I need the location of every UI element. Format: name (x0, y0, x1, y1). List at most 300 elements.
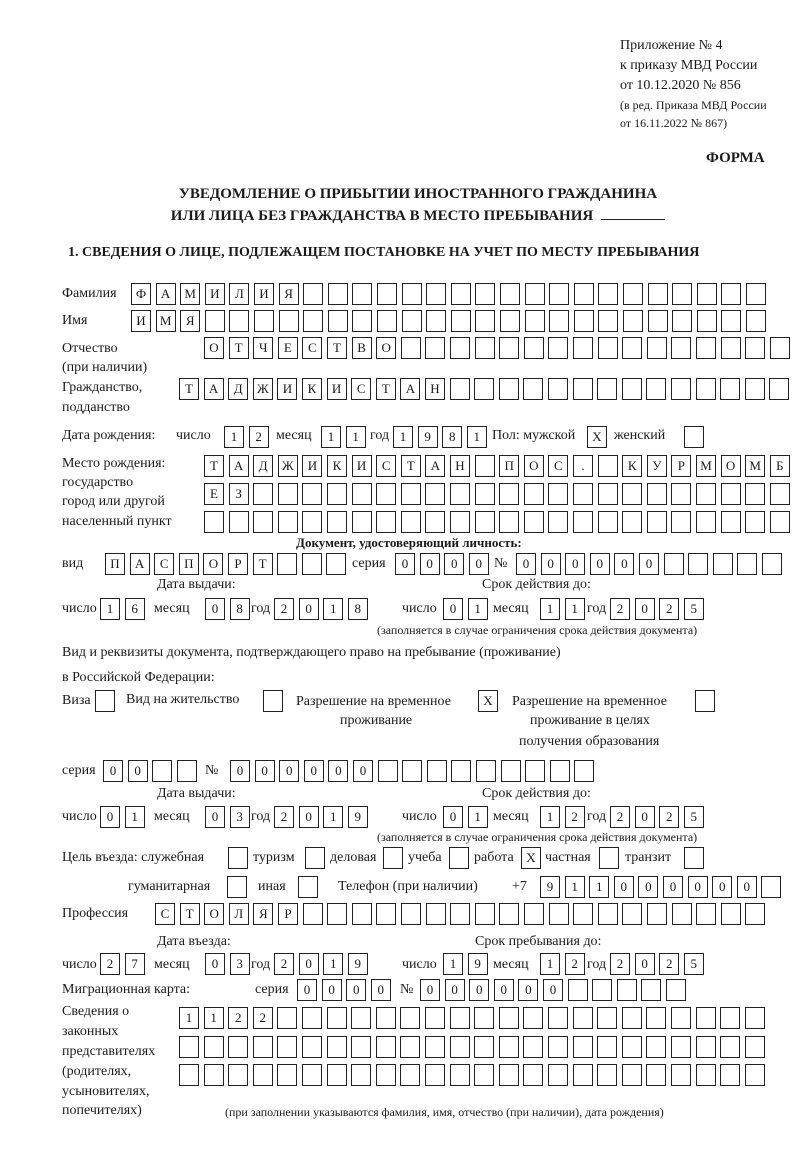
entry-year-cell[interactable]: 2 (274, 953, 294, 975)
birthplace-cell[interactable]: М (696, 455, 716, 477)
entry-year-cell[interactable]: 0 (299, 953, 319, 975)
stay-valid-year-cell[interactable]: 2 (610, 806, 630, 828)
id-valid-year-cell[interactable]: 0 (635, 598, 655, 620)
birthplace-cell[interactable] (327, 511, 347, 533)
phone-cell[interactable]: 0 (638, 876, 658, 898)
phone-cell[interactable]: 0 (737, 876, 757, 898)
representatives-cell[interactable] (327, 1036, 347, 1058)
stay-issue-day-cell[interactable]: 0 (100, 806, 120, 828)
representatives-cell[interactable] (450, 1007, 470, 1029)
stay-doc-number-cell[interactable] (574, 760, 594, 782)
surname-cell[interactable] (352, 283, 372, 305)
id-doc-number-cell[interactable]: 0 (516, 553, 536, 575)
citizenship-cell[interactable] (597, 378, 617, 400)
birthplace-cell[interactable] (745, 511, 765, 533)
profession-cell[interactable] (721, 903, 741, 925)
name-cell[interactable] (549, 310, 569, 332)
representatives-cell[interactable] (351, 1007, 371, 1029)
birthplace-cell[interactable] (647, 511, 667, 533)
birthplace-cell[interactable]: З (229, 483, 249, 505)
name-cell[interactable] (746, 310, 766, 332)
profession-cell[interactable]: Р (278, 903, 298, 925)
id-doc-type-cell[interactable]: А (130, 553, 150, 575)
surname-cell[interactable] (377, 283, 397, 305)
representatives-cell[interactable] (622, 1036, 642, 1058)
patronymic-cell[interactable] (401, 337, 421, 359)
birth-year-cell[interactable]: 9 (418, 426, 438, 448)
birthplace-cell[interactable]: Ж (278, 455, 298, 477)
representatives-cell[interactable] (573, 1036, 593, 1058)
birthplace-cell[interactable]: П (499, 455, 519, 477)
stay-doc-number-cell[interactable]: 0 (353, 760, 373, 782)
stay-doc-number-cell[interactable] (501, 760, 521, 782)
birthplace-cell[interactable] (302, 511, 322, 533)
birth-year-cell[interactable]: 8 (442, 426, 462, 448)
stay-doc-number-cell[interactable] (476, 760, 496, 782)
patronymic-cell[interactable] (548, 337, 568, 359)
birthplace-cell[interactable] (721, 511, 741, 533)
birthplace-cell[interactable]: Б (770, 455, 790, 477)
birthplace-cell[interactable] (450, 483, 470, 505)
birthplace-cell[interactable] (253, 483, 273, 505)
birthplace-cell[interactable]: Д (253, 455, 273, 477)
name-cell[interactable] (697, 310, 717, 332)
entry-month-cell[interactable]: 3 (230, 953, 250, 975)
surname-cell[interactable]: И (205, 283, 225, 305)
representatives-cell[interactable] (179, 1036, 199, 1058)
representatives-cell[interactable] (622, 1064, 642, 1086)
stay-issue-month-cell[interactable]: 3 (230, 806, 250, 828)
migration-number-cell[interactable]: 0 (494, 979, 514, 1001)
birthplace-cell[interactable] (302, 483, 322, 505)
name-cell[interactable] (598, 310, 618, 332)
stay-valid-month-cell[interactable]: 1 (540, 806, 560, 828)
birthplace-cell[interactable] (425, 511, 445, 533)
migration-number-cell[interactable]: 0 (543, 979, 563, 1001)
migration-number-cell[interactable] (666, 979, 686, 1001)
stay-doc-number-cell[interactable] (525, 760, 545, 782)
name-cell[interactable]: Я (180, 310, 200, 332)
surname-cell[interactable] (328, 283, 348, 305)
patronymic-cell[interactable]: Т (327, 337, 347, 359)
representatives-cell[interactable] (745, 1036, 765, 1058)
name-cell[interactable] (328, 310, 348, 332)
birthplace-cell[interactable] (696, 483, 716, 505)
citizenship-cell[interactable]: Т (179, 378, 199, 400)
citizenship-cell[interactable] (646, 378, 666, 400)
birthplace-cell[interactable] (229, 511, 249, 533)
name-cell[interactable] (205, 310, 225, 332)
stay-valid-day-cell[interactable]: 0 (443, 806, 463, 828)
representatives-cell[interactable] (302, 1064, 322, 1086)
id-doc-series-cell[interactable]: 0 (444, 553, 464, 575)
profession-cell[interactable] (647, 903, 667, 925)
birthplace-cell[interactable]: И (352, 455, 372, 477)
birthplace-cell[interactable] (450, 511, 470, 533)
representatives-cell[interactable] (450, 1036, 470, 1058)
citizenship-cell[interactable] (720, 378, 740, 400)
surname-cell[interactable] (746, 283, 766, 305)
name-cell[interactable]: И (131, 310, 151, 332)
representatives-cell[interactable] (302, 1007, 322, 1029)
id-doc-type-cell[interactable]: Р (228, 553, 248, 575)
citizenship-cell[interactable]: Н (425, 378, 445, 400)
stay-doc-number-cell[interactable] (550, 760, 570, 782)
surname-cell[interactable]: А (156, 283, 176, 305)
entry-day-cell[interactable]: 7 (125, 953, 145, 975)
representatives-cell[interactable] (474, 1007, 494, 1029)
birth-year-cell[interactable]: 1 (393, 426, 413, 448)
purpose-business-checkbox[interactable] (383, 847, 403, 869)
representatives-cell[interactable] (351, 1036, 371, 1058)
birthplace-cell[interactable]: М (745, 455, 765, 477)
migration-series-cell[interactable]: 0 (371, 979, 391, 1001)
birthplace-cell[interactable]: . (573, 455, 593, 477)
representatives-cell[interactable] (597, 1007, 617, 1029)
representatives-cell[interactable] (376, 1036, 396, 1058)
citizenship-cell[interactable] (573, 378, 593, 400)
representatives-cell[interactable] (376, 1064, 396, 1086)
id-issue-year-cell[interactable]: 1 (323, 598, 343, 620)
profession-cell[interactable] (426, 903, 446, 925)
representatives-cell[interactable] (696, 1064, 716, 1086)
birth-month-cell[interactable]: 1 (346, 426, 366, 448)
id-doc-type-cell[interactable]: С (154, 553, 174, 575)
representatives-cell[interactable] (745, 1064, 765, 1086)
surname-cell[interactable] (549, 283, 569, 305)
surname-cell[interactable] (598, 283, 618, 305)
birthplace-cell[interactable]: С (376, 455, 396, 477)
until-year-cell[interactable]: 2 (610, 953, 630, 975)
stay-doc-number-cell[interactable] (427, 760, 447, 782)
surname-cell[interactable] (426, 283, 446, 305)
birth-year-cell[interactable]: 1 (467, 426, 487, 448)
birthplace-cell[interactable]: У (647, 455, 667, 477)
stay-issue-month-cell[interactable]: 0 (205, 806, 225, 828)
birthplace-cell[interactable] (499, 483, 519, 505)
name-cell[interactable] (500, 310, 520, 332)
patronymic-cell[interactable] (696, 337, 716, 359)
patronymic-cell[interactable]: Ч (253, 337, 273, 359)
migration-number-cell[interactable]: 0 (420, 979, 440, 1001)
stay-doc-series-cell[interactable]: 0 (103, 760, 123, 782)
representatives-cell[interactable] (277, 1064, 297, 1086)
id-issue-year-cell[interactable]: 2 (274, 598, 294, 620)
birthplace-cell[interactable] (671, 511, 691, 533)
representatives-cell[interactable] (327, 1064, 347, 1086)
name-cell[interactable] (648, 310, 668, 332)
migration-number-cell[interactable]: 0 (469, 979, 489, 1001)
patronymic-cell[interactable] (721, 337, 741, 359)
phone-cell[interactable]: 9 (540, 876, 560, 898)
id-valid-year-cell[interactable]: 2 (659, 598, 679, 620)
id-doc-number-cell[interactable] (664, 553, 684, 575)
birthplace-cell[interactable] (573, 483, 593, 505)
representatives-cell[interactable] (671, 1064, 691, 1086)
patronymic-cell[interactable]: О (376, 337, 396, 359)
patronymic-cell[interactable]: В (352, 337, 372, 359)
id-issue-month-cell[interactable]: 8 (230, 598, 250, 620)
birthplace-cell[interactable]: Н (450, 455, 470, 477)
citizenship-cell[interactable] (622, 378, 642, 400)
representatives-cell[interactable] (400, 1007, 420, 1029)
representatives-cell[interactable] (573, 1007, 593, 1029)
stay-issue-year-cell[interactable]: 9 (348, 806, 368, 828)
name-cell[interactable] (623, 310, 643, 332)
birthplace-cell[interactable]: А (425, 455, 445, 477)
representatives-cell[interactable] (499, 1064, 519, 1086)
phone-cell[interactable]: 0 (712, 876, 732, 898)
name-cell[interactable] (525, 310, 545, 332)
birthplace-cell[interactable] (499, 511, 519, 533)
representatives-cell[interactable] (425, 1036, 445, 1058)
id-doc-type-cell[interactable]: П (105, 553, 125, 575)
citizenship-cell[interactable] (745, 378, 765, 400)
name-cell[interactable] (229, 310, 249, 332)
id-valid-year-cell[interactable]: 5 (684, 598, 704, 620)
citizenship-cell[interactable] (696, 378, 716, 400)
birth-day-cell[interactable]: 1 (224, 426, 244, 448)
citizenship-cell[interactable]: И (277, 378, 297, 400)
birthplace-cell[interactable] (745, 483, 765, 505)
profession-cell[interactable] (352, 903, 372, 925)
stay-doc-series-cell[interactable]: 0 (128, 760, 148, 782)
stay-doc-number-cell[interactable]: 0 (279, 760, 299, 782)
id-doc-number-cell[interactable] (762, 553, 782, 575)
birthplace-cell[interactable] (327, 483, 347, 505)
representatives-cell[interactable] (720, 1007, 740, 1029)
stay-doc-series-cell[interactable] (152, 760, 172, 782)
stay-valid-month-cell[interactable]: 2 (565, 806, 585, 828)
citizenship-cell[interactable]: А (204, 378, 224, 400)
representatives-cell[interactable] (548, 1064, 568, 1086)
representatives-cell[interactable] (499, 1036, 519, 1058)
surname-cell[interactable] (721, 283, 741, 305)
birthplace-cell[interactable] (721, 483, 741, 505)
surname-cell[interactable] (697, 283, 717, 305)
id-issue-year-cell[interactable]: 8 (348, 598, 368, 620)
birthplace-cell[interactable] (253, 511, 273, 533)
name-cell[interactable] (451, 310, 471, 332)
representatives-cell[interactable] (499, 1007, 519, 1029)
birthplace-cell[interactable]: К (622, 455, 642, 477)
migration-number-cell[interactable]: 0 (518, 979, 538, 1001)
profession-cell[interactable] (499, 903, 519, 925)
representatives-cell[interactable] (474, 1064, 494, 1086)
representatives-cell[interactable] (253, 1064, 273, 1086)
representatives-cell[interactable] (351, 1064, 371, 1086)
sex-male-checkbox[interactable]: Х (587, 426, 607, 448)
migration-series-cell[interactable]: 0 (297, 979, 317, 1001)
representatives-cell[interactable]: 1 (204, 1007, 224, 1029)
patronymic-cell[interactable] (770, 337, 790, 359)
birthplace-cell[interactable] (376, 511, 396, 533)
until-month-cell[interactable]: 2 (565, 953, 585, 975)
name-cell[interactable] (254, 310, 274, 332)
representatives-cell[interactable] (548, 1007, 568, 1029)
phone-cell[interactable] (761, 876, 781, 898)
name-cell[interactable] (574, 310, 594, 332)
birthplace-cell[interactable] (573, 511, 593, 533)
representatives-cell[interactable] (179, 1064, 199, 1086)
surname-cell[interactable]: Я (279, 283, 299, 305)
birthplace-cell[interactable]: Е (204, 483, 224, 505)
representatives-cell[interactable] (646, 1036, 666, 1058)
residence-permit-checkbox[interactable] (263, 690, 283, 712)
citizenship-cell[interactable]: С (351, 378, 371, 400)
surname-cell[interactable] (500, 283, 520, 305)
representatives-cell[interactable] (573, 1064, 593, 1086)
id-doc-series-cell[interactable]: 0 (469, 553, 489, 575)
representatives-cell[interactable] (523, 1036, 543, 1058)
trp-checkbox[interactable]: Х (478, 690, 498, 712)
citizenship-cell[interactable]: Ж (253, 378, 273, 400)
birthplace-cell[interactable] (647, 483, 667, 505)
stay-issue-day-cell[interactable]: 1 (125, 806, 145, 828)
patronymic-cell[interactable]: О (204, 337, 224, 359)
id-issue-year-cell[interactable]: 0 (299, 598, 319, 620)
surname-cell[interactable] (475, 283, 495, 305)
representatives-cell[interactable] (597, 1036, 617, 1058)
id-doc-type-cell[interactable] (277, 553, 297, 575)
id-doc-number-cell[interactable]: 0 (639, 553, 659, 575)
id-doc-number-cell[interactable] (688, 553, 708, 575)
until-year-cell[interactable]: 0 (635, 953, 655, 975)
birthplace-cell[interactable] (401, 511, 421, 533)
birthplace-cell[interactable] (770, 483, 790, 505)
entry-month-cell[interactable]: 0 (205, 953, 225, 975)
phone-cell[interactable]: 0 (663, 876, 683, 898)
stay-doc-number-cell[interactable]: 0 (328, 760, 348, 782)
patronymic-cell[interactable] (671, 337, 691, 359)
patronymic-cell[interactable] (573, 337, 593, 359)
name-cell[interactable] (279, 310, 299, 332)
entry-year-cell[interactable]: 1 (323, 953, 343, 975)
birthplace-cell[interactable]: И (302, 455, 322, 477)
surname-cell[interactable]: Л (229, 283, 249, 305)
birthplace-cell[interactable]: С (548, 455, 568, 477)
profession-cell[interactable] (401, 903, 421, 925)
citizenship-cell[interactable]: А (400, 378, 420, 400)
profession-cell[interactable]: С (155, 903, 175, 925)
id-doc-number-cell[interactable]: 0 (614, 553, 634, 575)
birthplace-cell[interactable] (622, 483, 642, 505)
sex-female-checkbox[interactable] (684, 426, 704, 448)
id-doc-number-cell[interactable]: 0 (565, 553, 585, 575)
representatives-cell[interactable] (228, 1036, 248, 1058)
id-valid-month-cell[interactable]: 1 (540, 598, 560, 620)
representatives-cell[interactable] (450, 1064, 470, 1086)
representatives-cell[interactable]: 2 (228, 1007, 248, 1029)
profession-cell[interactable] (598, 903, 618, 925)
representatives-cell[interactable]: 2 (253, 1007, 273, 1029)
stay-valid-year-cell[interactable]: 5 (684, 806, 704, 828)
id-doc-number-cell[interactable]: 0 (590, 553, 610, 575)
migration-series-cell[interactable]: 0 (322, 979, 342, 1001)
patronymic-cell[interactable]: Т (229, 337, 249, 359)
birthplace-cell[interactable] (475, 511, 495, 533)
representatives-cell[interactable] (671, 1007, 691, 1029)
name-cell[interactable] (352, 310, 372, 332)
migration-number-cell[interactable]: 0 (445, 979, 465, 1001)
visa-checkbox[interactable] (95, 690, 115, 712)
surname-cell[interactable]: М (180, 283, 200, 305)
citizenship-cell[interactable] (671, 378, 691, 400)
stay-doc-number-cell[interactable]: 0 (304, 760, 324, 782)
migration-series-cell[interactable]: 0 (346, 979, 366, 1001)
citizenship-cell[interactable]: Д (228, 378, 248, 400)
birthplace-cell[interactable] (671, 483, 691, 505)
id-doc-number-cell[interactable]: 0 (541, 553, 561, 575)
stay-issue-year-cell[interactable]: 1 (323, 806, 343, 828)
patronymic-cell[interactable] (425, 337, 445, 359)
patronymic-cell[interactable] (450, 337, 470, 359)
stay-valid-day-cell[interactable]: 1 (468, 806, 488, 828)
profession-cell[interactable] (672, 903, 692, 925)
name-cell[interactable] (303, 310, 323, 332)
patronymic-cell[interactable]: Е (278, 337, 298, 359)
id-valid-month-cell[interactable]: 1 (565, 598, 585, 620)
purpose-other-checkbox[interactable] (298, 876, 318, 898)
surname-cell[interactable]: И (254, 283, 274, 305)
profession-cell[interactable] (450, 903, 470, 925)
purpose-official-checkbox[interactable] (228, 847, 248, 869)
patronymic-cell[interactable] (524, 337, 544, 359)
patronymic-cell[interactable] (598, 337, 618, 359)
id-valid-day-cell[interactable]: 0 (443, 598, 463, 620)
patronymic-cell[interactable] (647, 337, 667, 359)
citizenship-cell[interactable] (450, 378, 470, 400)
name-cell[interactable] (377, 310, 397, 332)
birthplace-cell[interactable] (770, 511, 790, 533)
surname-cell[interactable] (648, 283, 668, 305)
profession-cell[interactable] (475, 903, 495, 925)
representatives-cell[interactable] (277, 1007, 297, 1029)
representatives-cell[interactable] (696, 1036, 716, 1058)
profession-cell[interactable] (696, 903, 716, 925)
profession-cell[interactable]: Л (229, 903, 249, 925)
stay-doc-number-cell[interactable] (451, 760, 471, 782)
migration-number-cell[interactable] (592, 979, 612, 1001)
stay-doc-number-cell[interactable]: 0 (230, 760, 250, 782)
representatives-cell[interactable] (302, 1036, 322, 1058)
representatives-cell[interactable] (646, 1007, 666, 1029)
surname-cell[interactable] (402, 283, 422, 305)
representatives-cell[interactable] (425, 1064, 445, 1086)
surname-cell[interactable] (672, 283, 692, 305)
citizenship-cell[interactable]: К (302, 378, 322, 400)
blank-underline[interactable] (601, 207, 665, 220)
birthplace-cell[interactable] (524, 511, 544, 533)
stay-doc-series-cell[interactable] (177, 760, 197, 782)
birthplace-cell[interactable] (548, 511, 568, 533)
name-cell[interactable] (402, 310, 422, 332)
until-month-cell[interactable]: 1 (540, 953, 560, 975)
birthplace-cell[interactable]: К (327, 455, 347, 477)
birthplace-cell[interactable] (548, 483, 568, 505)
birthplace-cell[interactable] (598, 455, 618, 477)
stay-doc-number-cell[interactable] (378, 760, 398, 782)
birthplace-cell[interactable] (598, 511, 618, 533)
representatives-cell[interactable]: 1 (179, 1007, 199, 1029)
birthplace-cell[interactable]: А (229, 455, 249, 477)
surname-cell[interactable] (623, 283, 643, 305)
surname-cell[interactable] (451, 283, 471, 305)
birthplace-cell[interactable] (278, 483, 298, 505)
representatives-cell[interactable] (548, 1036, 568, 1058)
representatives-cell[interactable] (400, 1064, 420, 1086)
birthplace-cell[interactable] (401, 483, 421, 505)
